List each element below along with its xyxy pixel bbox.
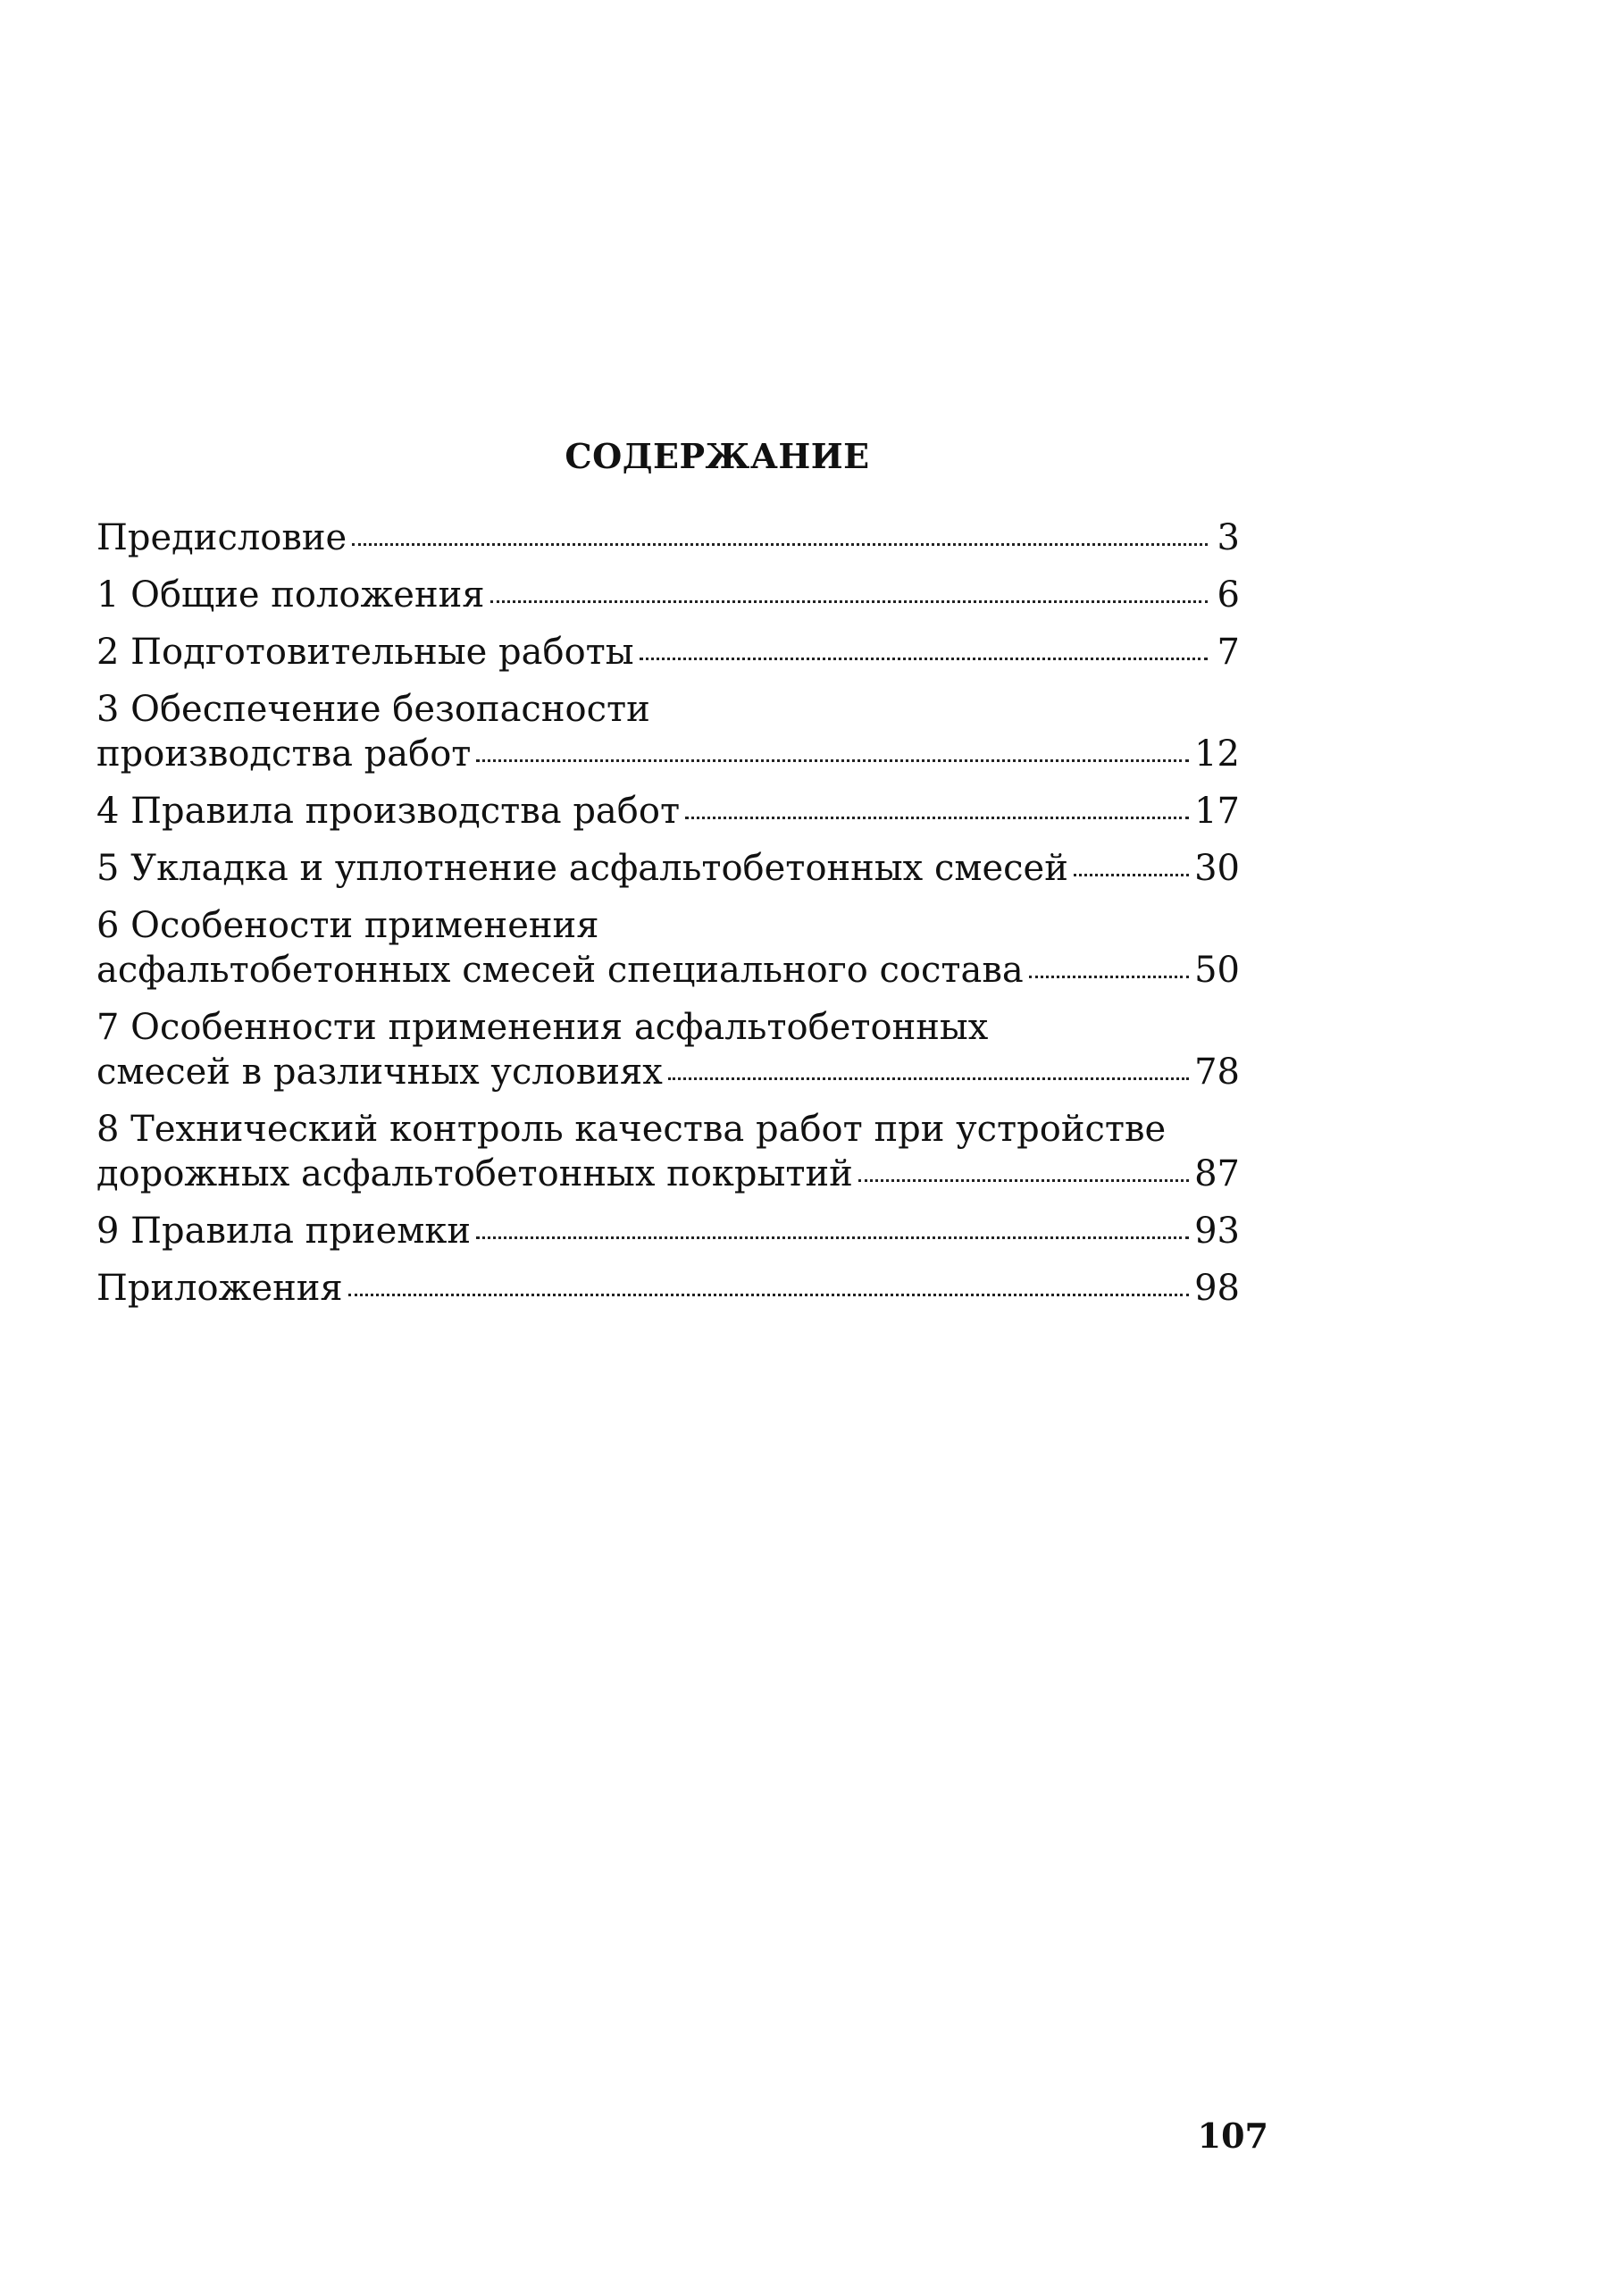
toc-entry[interactable] [96, 1107, 1240, 1196]
page-number: 107 [1197, 2116, 1268, 2156]
toc-page-number: 93 [1194, 1211, 1240, 1252]
toc-line [96, 1050, 1240, 1094]
toc-entry-title: 1 Общие положения [96, 574, 485, 616]
toc-page-number: 12 [1194, 733, 1240, 775]
toc-entry-title-line1: 3 Обеспечение безопасности [96, 689, 650, 730]
toc-line [96, 789, 1240, 834]
toc-page-number: 6 [1217, 574, 1240, 616]
toc-page-number: 3 [1217, 517, 1240, 558]
toc-entry[interactable] [96, 573, 1240, 617]
toc-line [96, 1209, 1240, 1253]
toc-entry[interactable] [96, 903, 1240, 993]
dot-leader [640, 649, 1208, 660]
toc-entry[interactable] [96, 846, 1240, 891]
toc-entry-title: 5 Укладка и уплотнение асфальтобетонных смесей [96, 848, 1068, 889]
toc-page-number: 87 [1194, 1153, 1240, 1194]
table-of-contents [96, 515, 1240, 1323]
toc-line [96, 948, 1240, 993]
toc-entry-title: 2 Подготовительные работы [96, 632, 634, 673]
toc-line [96, 1152, 1240, 1196]
toc-entry[interactable] [96, 515, 1240, 560]
toc-line [96, 630, 1240, 675]
toc-page-number: 50 [1194, 950, 1240, 991]
toc-entry[interactable] [96, 1005, 1240, 1094]
dot-leader [858, 1170, 1189, 1182]
toc-entry-title-line2: асфальтобетонных смесей специального состава [96, 950, 1024, 991]
toc-entry[interactable] [96, 687, 1240, 776]
toc-page-number: 78 [1194, 1052, 1240, 1093]
toc-entry[interactable] [96, 1266, 1240, 1311]
toc-line [96, 1266, 1240, 1311]
toc-line [96, 573, 1240, 617]
toc-entry-title-line2: производства работ [96, 733, 472, 775]
page-title: СОДЕРЖАНИЕ [565, 436, 870, 476]
dot-leader [476, 1228, 1189, 1239]
dot-leader [668, 1068, 1189, 1080]
toc-entry-title: Приложения [96, 1268, 343, 1309]
dot-leader [1029, 967, 1189, 978]
dot-leader [476, 750, 1189, 762]
toc-page-number: 30 [1194, 848, 1240, 889]
toc-page-number: 17 [1194, 791, 1240, 832]
dot-leader [490, 591, 1208, 603]
toc-page-number: 7 [1217, 632, 1240, 673]
toc-entry-title: Предисловие [96, 517, 347, 558]
toc-entry-title-line1: 6 Особености применения [96, 905, 599, 946]
toc-entry-title: 4 Правила производства работ [96, 791, 681, 832]
toc-entry-title-line2: дорожных асфальтобетонных покрытий [96, 1153, 853, 1194]
dot-leader [1074, 865, 1189, 876]
toc-page-number: 98 [1194, 1268, 1240, 1309]
toc-entry[interactable] [96, 630, 1240, 675]
toc-entry-title-line1: 7 Особенности применения асфальтобетонных [96, 1007, 989, 1048]
toc-entry-title: 9 Правила приемки [96, 1211, 472, 1252]
dot-leader [352, 534, 1208, 546]
dot-leader [685, 808, 1189, 819]
toc-entry[interactable] [96, 1209, 1240, 1253]
toc-line [96, 515, 1240, 560]
toc-line [96, 846, 1240, 891]
toc-entry-title-line2: смесей в различных условиях [96, 1052, 663, 1093]
toc-entry-title-line1: 8 Технический контроль качества работ при устройстве [96, 1109, 1167, 1150]
toc-line [96, 732, 1240, 776]
toc-entry[interactable] [96, 789, 1240, 834]
dot-leader [348, 1285, 1189, 1296]
